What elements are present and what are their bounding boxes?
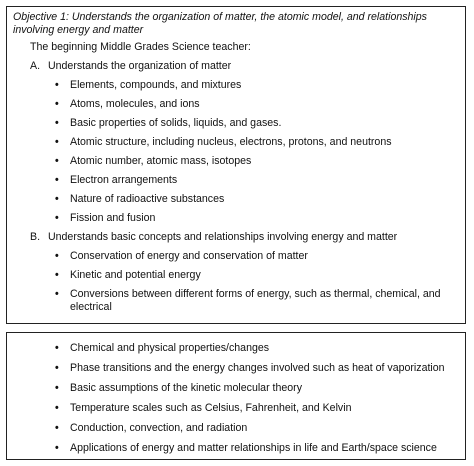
list-item: • Conversions between different forms of energy, such as thermal, chemical, and electrical <box>55 288 441 313</box>
section-a-list <box>7 79 465 225</box>
list-item: • Fission and fusion <box>55 212 156 224</box>
list-item: • Basic assumptions of the kinetic molecular theory <box>55 382 302 394</box>
bullet-icon: • <box>55 98 59 110</box>
bullet-icon: • <box>55 269 59 281</box>
bullet-icon: • <box>55 212 59 224</box>
section-b-heading <box>7 225 465 244</box>
list-item: • Temperature scales such as Celsius, Fahrenheit, and Kelvin <box>55 402 352 414</box>
bullet-icon: • <box>55 174 59 186</box>
objective-heading: Objective 1: Understands the organization of matter, the atomic model, and relationships involving energy and matter <box>13 11 427 36</box>
list-item: • Nature of radioactive substances <box>55 193 225 205</box>
list-item: • Conduction, convection, and radiation <box>55 422 248 434</box>
bullet-icon: • <box>55 422 59 434</box>
bullet-icon: • <box>55 342 59 354</box>
section-a-heading <box>7 54 465 73</box>
bullet-icon: • <box>55 79 59 91</box>
list-item: • Phase transitions and the energy changes involved such as heat of vaporization <box>55 362 445 374</box>
list-item: • Electron arrangements <box>55 174 178 186</box>
list-item: • Basic properties of solids, liquids, and gases. <box>55 117 282 129</box>
list-item: • Conservation of energy and conservation of matter <box>55 250 308 262</box>
section-a-letter: A. <box>30 60 41 72</box>
bullet-icon: • <box>55 362 59 374</box>
section-a-title: Understands the organization of matter <box>48 60 232 72</box>
list-item: • Kinetic and potential energy <box>55 269 201 281</box>
list-item: • Atoms, molecules, and ions <box>55 98 200 110</box>
list-item: • Atomic structure, including nucleus, electrons, protons, and neutrons <box>55 136 392 148</box>
bullet-icon: • <box>55 288 59 300</box>
bullet-icon: • <box>55 442 59 454</box>
objective-box <box>6 6 466 324</box>
continued-box <box>6 332 466 460</box>
section-b-title: Understands basic concepts and relationships involving energy and matter <box>48 231 398 243</box>
bullet-icon: • <box>55 117 59 129</box>
list-item: • Atomic number, atomic mass, isotopes <box>55 155 252 167</box>
bullet-icon: • <box>55 136 59 148</box>
list-item: • Chemical and physical properties/changes <box>55 342 270 354</box>
list-item: • Applications of energy and matter relationships in life and Earth/space science <box>55 442 437 454</box>
bullet-icon: • <box>55 250 59 262</box>
intro-text: The beginning Middle Grades Science teacher: <box>30 41 251 53</box>
bullet-icon: • <box>55 382 59 394</box>
list-item: • Elements, compounds, and mixtures <box>55 79 242 91</box>
continued-list <box>7 333 465 455</box>
bullet-icon: • <box>55 155 59 167</box>
section-b-list <box>7 250 465 314</box>
section-b-letter: B. <box>30 231 41 243</box>
bullet-icon: • <box>55 193 59 205</box>
bullet-icon: • <box>55 402 59 414</box>
